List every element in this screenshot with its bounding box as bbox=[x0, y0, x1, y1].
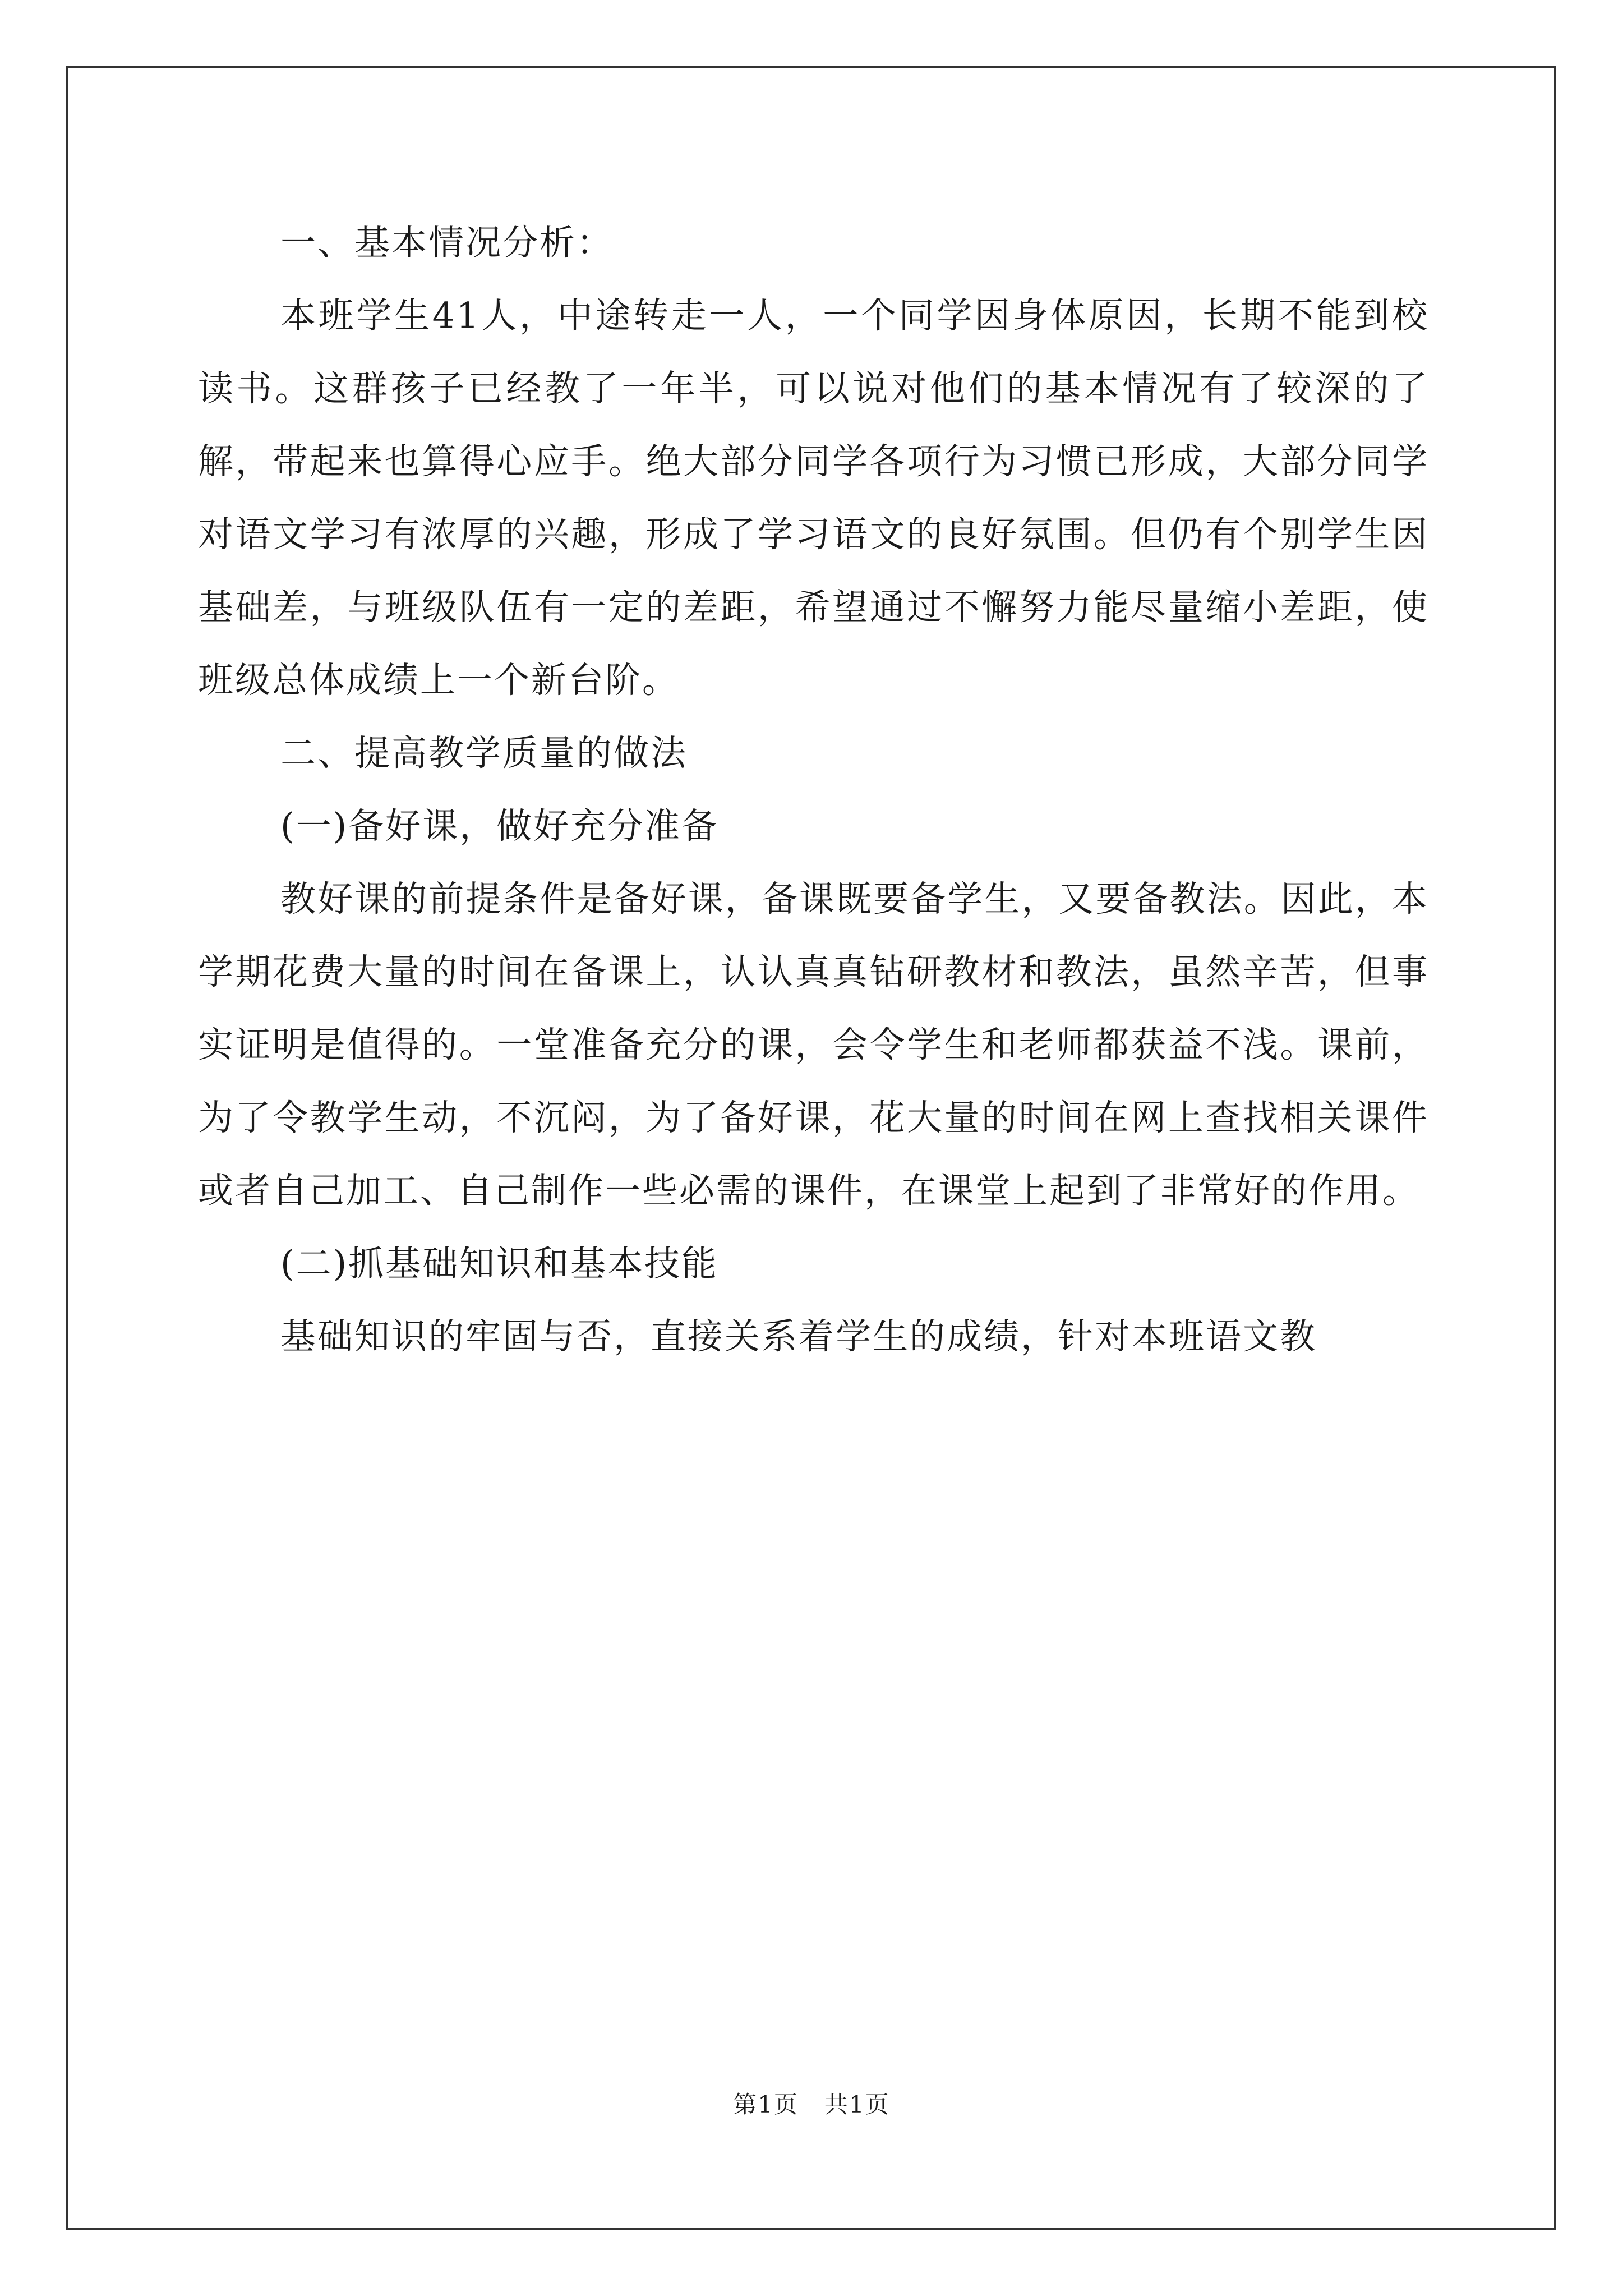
subheading-basic-knowledge: (二)抓基础知识和基本技能 bbox=[280, 1243, 719, 1284]
section-heading-teaching-quality: 二、提高教学质量的做法 bbox=[280, 733, 688, 774]
document-body bbox=[198, 206, 1429, 1373]
section-heading-basic-situation: 一、基本情况分析： bbox=[280, 222, 614, 263]
paragraph-lesson-preparation: 教好课的前提条件是备好课，备课既要备学生，又要备教法。因此，本学期花费大量的时间在备课上，认认真真钻研教材和教法，虽然辛苦，但事实证明是值得的。一堂准备充分的课，会令学生和老师都获益不浅。课前，为了令教学生动，不沉闷，为了备好课，花大量的时间在网上查找相关课件或者自己加工、自己制作一些必需的课件，在课堂上起到了非常好的作用。 bbox=[198, 878, 1429, 1211]
subheading-lesson-preparation: (一)备好课，做好充分准备 bbox=[280, 806, 719, 846]
paragraph-class-overview: 本班学生41人，中途转走一人，一个同学因身体原因，长期不能到校读书。这群孩子已经教了一年半，可以说对他们的基本情况有了较深的了解，带起来也算得心应手。绝大部分同学各项行为习惯已形成，大部分同学对语文学习有浓厚的兴趣，形成了学习语文的良好氛围。但仍有个别学生因基础差，与班级队伍有一定的差距，希望通过不懈努力能尽量缩小差距，使班级总体成绩上一个新台阶。 bbox=[198, 295, 1429, 701]
page-number-footer: 第1页 共1页 bbox=[733, 2091, 890, 2118]
paragraph-basic-knowledge: 基础知识的牢固与否，直接关系着学生的成绩，针对本班语文教 bbox=[280, 1316, 1317, 1357]
